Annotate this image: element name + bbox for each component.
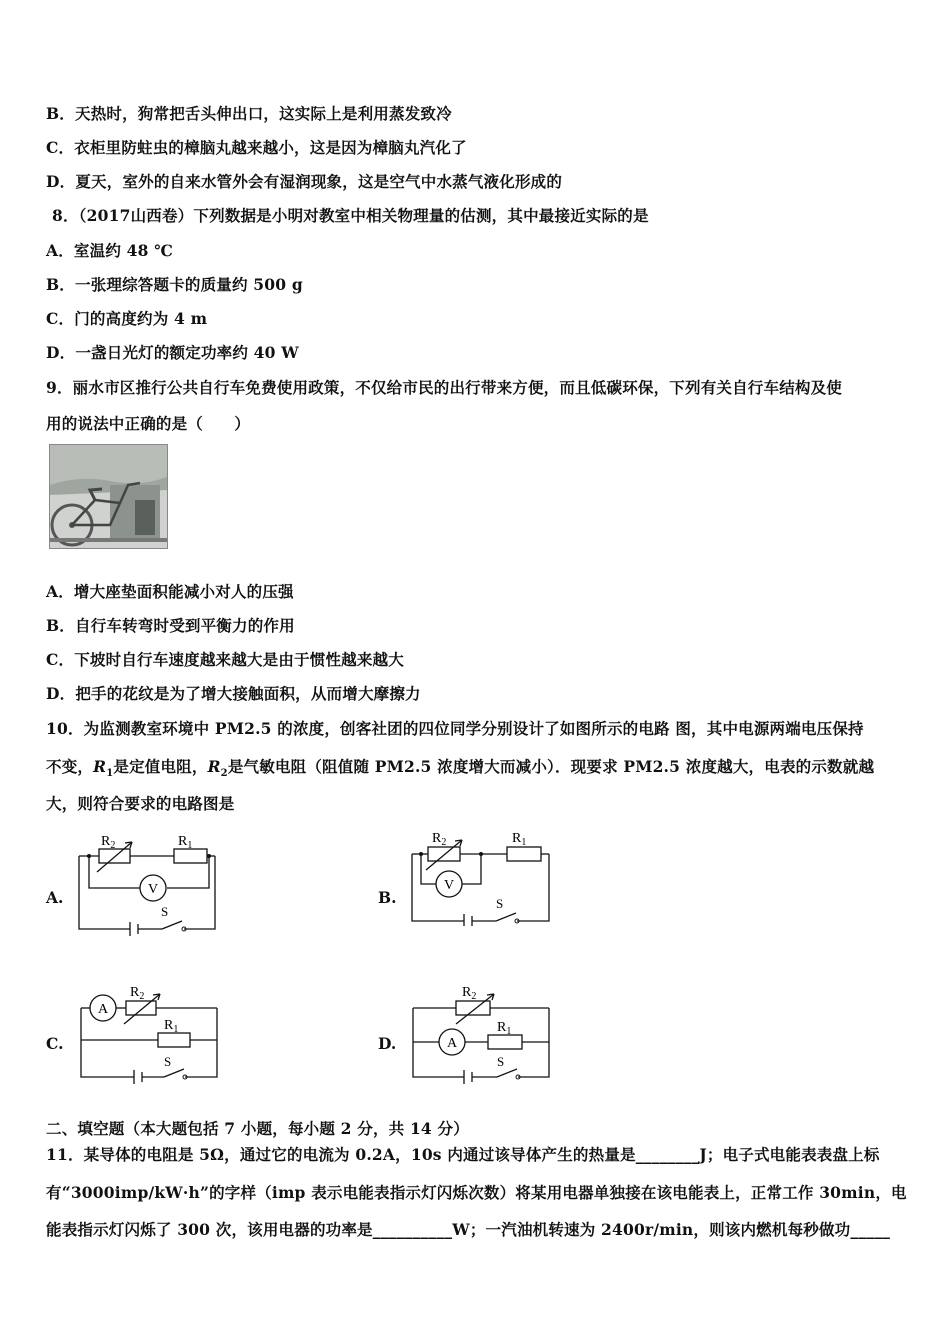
circuit-diagram-c xyxy=(72,980,222,1084)
q9-option-d: D．把手的花纹是为了增大接触面积，从而增大摩擦力 xyxy=(46,684,421,703)
q10-line2: 不变，$R_1$是定值电阻，$R_2$是气敏电阻（阻值随 PM2.5 浓度增大而减小）．现要求 PM2.5 浓度越大，电表的示数就越 xyxy=(46,757,875,780)
switch-label-b: S xyxy=(496,896,504,911)
q10-line1: 10．为监测教室环境中 PM2.5 的浓度，创客社团的四位同学分别设计了如图所示的电路 图，其中电源两端电压保持 xyxy=(46,719,864,738)
q7-option-c: C．衣柜里防蛀虫的樟脑丸越来越小，这是因为樟脑丸汽化了 xyxy=(46,138,467,157)
switch-label-c: S xyxy=(164,1054,172,1069)
voltmeter-label-a: V xyxy=(148,882,159,897)
q9-option-a: A．增大座垫面积能减小对人的压强 xyxy=(46,582,294,601)
r2-label-c: $R_2$ xyxy=(130,985,145,1002)
r1-label-a: $R_1$ xyxy=(178,834,193,851)
circuit-diagram-b xyxy=(404,826,556,926)
q8-option-a: A．室温约 48 ℃ xyxy=(46,241,173,260)
ammeter-label-c: A xyxy=(98,1002,109,1017)
switch-label-d: S xyxy=(497,1054,505,1069)
ammeter-label-d: A xyxy=(447,1036,458,1051)
circuit-label-b: B. xyxy=(378,888,397,907)
bicycle-photo xyxy=(49,444,168,549)
r2-label-b: $R_2$ xyxy=(432,831,447,848)
q7-option-d: D．夏天，室外的自来水管外会有湿润现象，这是空气中水蒸气液化形成的 xyxy=(46,172,563,191)
q8-option-b: B．一张理综答题卡的质量约 500 g xyxy=(46,275,303,294)
q8-option-c: C．门的高度约为 4 m xyxy=(46,309,208,328)
q9-stem-line2: 用的说法中正确的是（ ） xyxy=(46,414,251,433)
q11-line3: 能表指示灯闪烁了 300 次，该用电器的功率是__________W；一汽油机转速为 2400r/min，则该内燃机每秒做功_____ xyxy=(46,1220,891,1239)
q11-line2: 有“3000imp/kW·h”的字样（imp 表示电能表指示灯闪烁次数）将某用电器单独接在该电能表上，正常工作 30min，电 xyxy=(46,1183,907,1202)
q7-option-b: B．天热时，狗常把舌头伸出口，这实际上是利用蒸发致冷 xyxy=(46,104,452,123)
circuit-label-c: C. xyxy=(46,1034,64,1053)
circuit-label-d: D. xyxy=(378,1034,397,1053)
q9-option-b: B．自行车转弯时受到平衡力的作用 xyxy=(46,616,295,635)
q11-line1: 11．某导体的电阻是 5Ω，通过它的电流为 0.2A，10s 内通过该导体产生的热量是________J；电子式电能表表盘上标 xyxy=(46,1145,880,1164)
switch-label-a: S xyxy=(161,904,169,919)
q9-option-c: C．下坡时自行车速度越来越大是由于惯性越来越大 xyxy=(46,650,404,669)
r1-label-c: $R_1$ xyxy=(164,1018,179,1035)
circuit-diagram-a xyxy=(72,828,222,936)
voltmeter-label-b: V xyxy=(444,878,455,893)
r2-label-d: $R_2$ xyxy=(462,985,477,1002)
q10-line3: 大，则符合要求的电路图是 xyxy=(46,794,235,813)
r1-label-d: $R_1$ xyxy=(497,1020,512,1037)
r2-label-a: $R_2$ xyxy=(101,834,116,851)
q9-stem-line1: 9．丽水市区推行公共自行车免费使用政策，不仅给市民的出行带来方便，而且低碳环保，下列有关自行车结构及使 xyxy=(46,378,842,397)
q8-option-d: D．一盏日光灯的额定功率约 40 W xyxy=(46,343,299,362)
circuit-diagram-d xyxy=(404,980,556,1084)
circuit-label-a: A. xyxy=(46,888,64,907)
r1-label-b: $R_1$ xyxy=(512,831,527,848)
q8-stem: 8．（2017山西卷）下列数据是小明对教室中相关物理量的估测，其中最接近实际的是 xyxy=(52,206,649,225)
section2-heading: 二、填空题（本大题包括 7 小题，每小题 2 分，共 14 分） xyxy=(46,1119,469,1138)
